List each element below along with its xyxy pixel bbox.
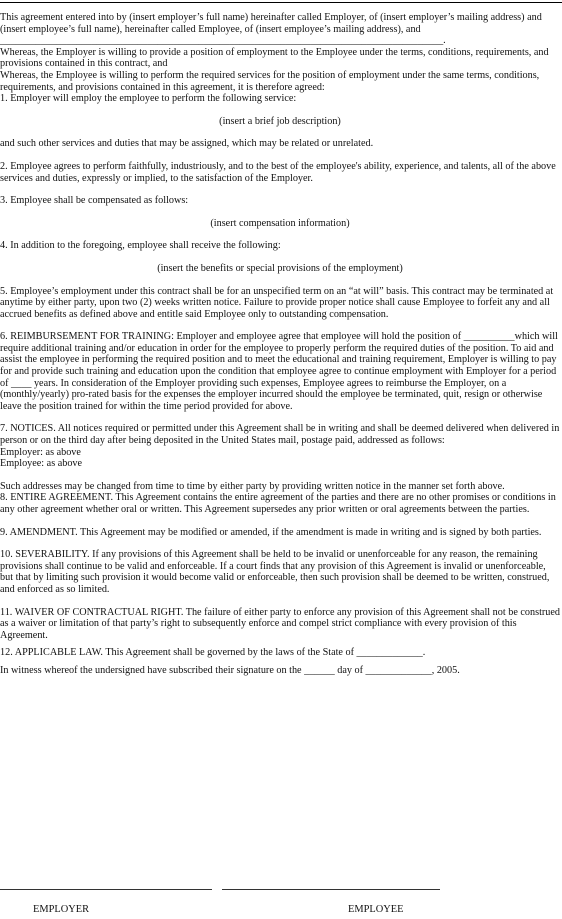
whereas-employee: Whereas, the Employee is willing to perform the required services for the position of employment under the same terms, conditions, requirements, and provisions contained in this agreement, it is therefore agreed:: [0, 69, 540, 93]
witness-line: In witness whereof the undersigned have subscribed their signature on the ______ day of _____________, 2005.: [0, 664, 460, 676]
clause-1: 1. Employer will employ the employee to perform the following service:: [0, 93, 297, 105]
clause-4: 4. In addition to the foregoing, employee shall receive the following:: [0, 240, 281, 252]
clause-6: 6. REIMBURSEMENT FOR TRAINING: Employer and employee agree that employee will hold the position of __________which will require additional training and/or education in order for the employee to properly perform the required duties of the position. To aid and assist the employee in performing the required position and to meet the educational and training requirement, Employer is willing to pay for and provide such training and education upon the condition that employee agree to continue employment with Employer for a period of ____ years. In consideration of the Employer providing such expenses, Employee agrees to reimburse the Employer, on a (monthly/yearly) pro-rated basis for the expenses the employer incurred should the employee be terminated, quit, resign or otherwise leave the position trained for within the time period provided for above.: [0, 331, 558, 412]
clause-1-insert: (insert a brief job description): [219, 115, 341, 127]
clause-12: 12. APPLICABLE LAW. This Agreement shall be governed by the laws of the State of _____________.: [0, 647, 426, 659]
clause-7-tail: Such addresses may be changed from time to time by either party by providing written notice in the manner set forth above.: [0, 480, 505, 492]
clause-10: 10. SEVERABILITY. If any provisions of this Agreement shall be held to be invalid or unenforceable for any reason, the remaining provisions shall continue to be valid and enforceable. If a court finds that any provision of this Agreement is invalid or unenforceable, but that by limiting such provision it would become valid or enforceable, then such provision shall be deemed to be written, construed, and enforced as so limited.: [0, 549, 550, 595]
clause-1-tail: and such other services and duties that may be assigned, which may be related or unrelated.: [0, 138, 374, 150]
top-rule: [0, 2, 562, 3]
clause-8: 8. ENTIRE AGREEMENT. This Agreement contains the entire agreement of the parties and there are no other promises or conditions in any other agreement whether oral or written. This Agreement supersedes any prior written or oral agreements between the parties.: [0, 492, 556, 515]
clause-4-insert: (insert the benefits or special provisions of the employment): [157, 262, 403, 274]
clause-2: 2. Employee agrees to perform faithfully, industriously, and to the best of the employee's ability, experience, and talents, all of the above services and duties, expressly or implied, to the satisfaction of the Employer.: [0, 160, 556, 184]
employer-signature-line: [0, 889, 212, 890]
clause-7-employee: Employee: as above: [0, 458, 83, 470]
clause-5: 5. Employee’s employment under this contract shall be for an unspecified term on an “at will” basis. This contract may be terminated at anytime by either party, upon two (2) weeks written notice. Failure to provide proper notice shall cause Employee to forfeit any and all accrued benefits as defined above and entitle said Employee only to outstanding compensation.: [0, 285, 554, 320]
employee-signature-line: [222, 889, 440, 890]
clause-3-insert: (insert compensation information): [210, 217, 350, 229]
employer-label: EMPLOYER: [33, 904, 89, 915]
clause-9: 9. AMENDMENT. This Agreement may be modified or amended, if the amendment is made in writing and is signed by both parties.: [0, 526, 542, 538]
agreement-document: [0, 12, 560, 677]
intro-paragraph: This agreement entered into by (insert employer’s full name) hereinafter called Employer, of (insert employer’s mailing address) and (insert employee’s full name), hereinafter called Employee, of (insert employee’s mailing address), and _______________________________________________________________________________________.: [0, 12, 542, 47]
employee-label: EMPLOYEE: [348, 904, 404, 915]
clause-7: 7. NOTICES. All notices required or permitted under this Agreement shall be in writing and shall be deemed delivered when delivered in person or on the third day after being deposited in the United States mail, postage paid, addressed as follows:: [0, 423, 560, 447]
signature-block: [0, 889, 562, 919]
clause-7-employer: Employer: as above: [0, 446, 81, 458]
clause-3: 3. Employee shall be compensated as follows:: [0, 195, 189, 207]
whereas-employer: Whereas, the Employer is willing to provide a position of employment to the Employee under the terms, conditions, requirements, and provisions contained in this contract, and: [0, 46, 549, 70]
clause-11: 11. WAIVER OF CONTRACTUAL RIGHT. The failure of either party to enforce any provision of this Agreement shall not be construed as a waiver or limitation of that party’s right to subsequently enforce and compel strict compliance with every provision of this Agreement.: [0, 606, 560, 641]
